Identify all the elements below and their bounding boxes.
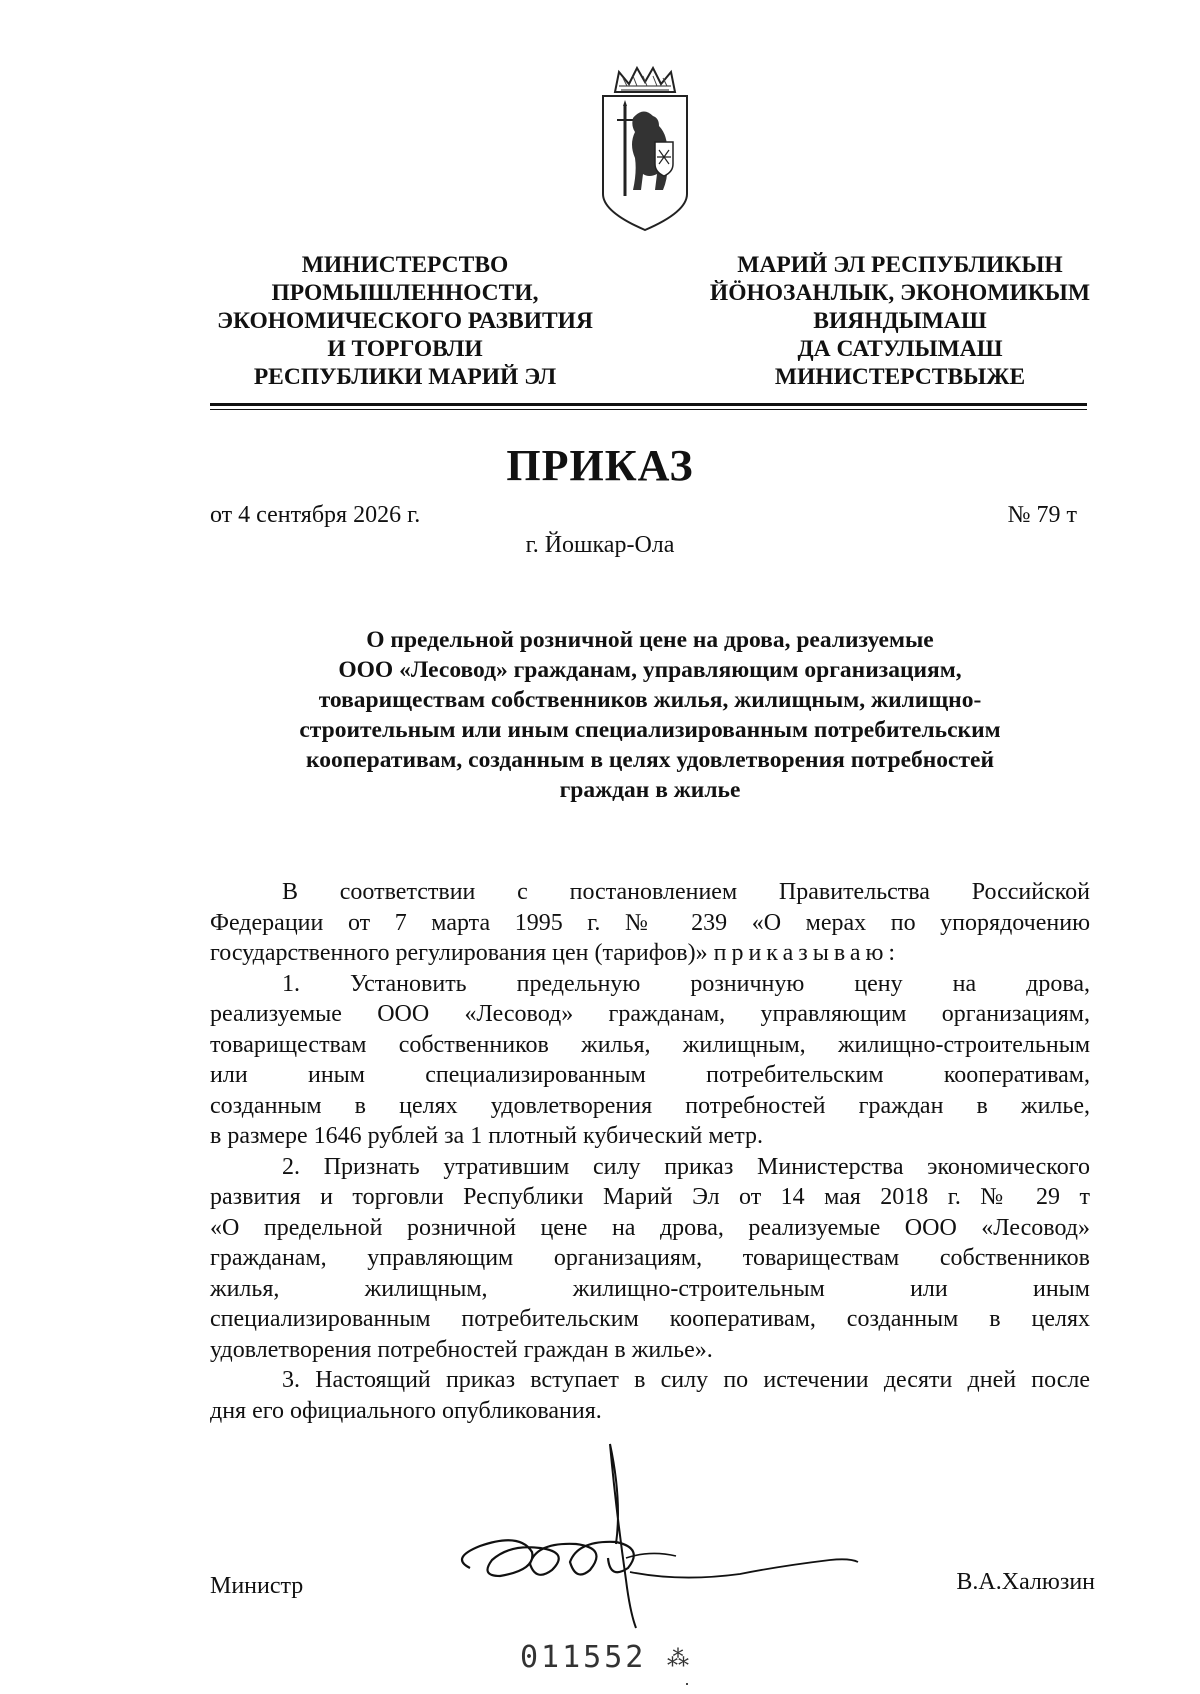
subject-line: О предельной розничной цене на дрова, реализуемые bbox=[366, 627, 934, 653]
body-line: в размере 1646 рублей за 1 плотный кубический метр. bbox=[210, 1123, 764, 1149]
body-line: дня его официального опубликования. bbox=[210, 1397, 602, 1424]
document-body bbox=[210, 877, 1090, 1426]
stamp-mark: ⁂ bbox=[667, 1646, 689, 1671]
body-line: жилья, жилищным, жилищно-строительным или иным bbox=[210, 1275, 1090, 1302]
header-right-line: МАРИЙ ЭЛ РЕСПУБЛИКЫН bbox=[737, 252, 1063, 278]
header-left-line: ПРОМЫШЛЕННОСТИ, bbox=[271, 280, 539, 306]
document-title: ПРИКАЗ bbox=[506, 441, 694, 490]
order-verb: приказываю: bbox=[713, 940, 901, 966]
subject-line: товариществам собственников жилья, жилищным, жилищно- bbox=[318, 687, 982, 713]
document-number: № 79 т bbox=[1007, 502, 1077, 528]
body-line: специализированным потребительским кооперативам, созданным в целях bbox=[210, 1306, 1090, 1332]
header-left-line: РЕСПУБЛИКИ МАРИЙ ЭЛ bbox=[253, 364, 557, 390]
header-left-line: И ТОРГОВЛИ bbox=[327, 336, 483, 362]
handwritten-signature bbox=[440, 1440, 900, 1630]
body-line: 1. Установить предельную розничную цену на дрова, bbox=[282, 970, 1090, 997]
header-right-line: ЙÖНОЗАНЛЫК, ЭКОНОМИКЫМ bbox=[709, 280, 1091, 306]
header-divider-thin bbox=[210, 409, 1087, 410]
header-left-line: МИНИСТЕРСТВО bbox=[301, 252, 509, 278]
body-line: «О предельной розничной цене на дрова, реализуемые ООО «Лесовод» bbox=[210, 1214, 1090, 1241]
body-line: товариществам собственников жилья, жилищным, жилищно-строительным bbox=[210, 1031, 1090, 1058]
subject-line: строительным или иным специализированным потребительским bbox=[299, 717, 1001, 743]
body-line: удовлетворения потребностей граждан в жилье». bbox=[210, 1336, 713, 1363]
signer-position: Министр bbox=[210, 1573, 304, 1599]
document-date: от 4 сентября 2026 г. bbox=[210, 502, 421, 528]
body-line bbox=[210, 938, 1090, 969]
subject-line: кооперативам, созданным в целях удовлетворения потребностей bbox=[305, 747, 994, 773]
body-line: развития и торговли Республики Марий Эл от 14 мая 2018 г. № 29 т bbox=[210, 1184, 1090, 1210]
scan-dot bbox=[686, 1683, 688, 1685]
body-line: 2. Признать утратившим силу приказ Министерства экономического bbox=[282, 1153, 1090, 1180]
signer-name: В.А.Халюзин bbox=[956, 1569, 1095, 1595]
header-divider-thick bbox=[210, 403, 1087, 406]
ministry-name-mari bbox=[690, 251, 1110, 391]
body-line-text: государственного регулирования цен (тарифов)» bbox=[210, 940, 714, 966]
body-line: гражданам, управляющим организациям, товариществам собственников bbox=[210, 1245, 1090, 1271]
header-left-line: ЭКОНОМИЧЕСКОГО РАЗВИТИЯ bbox=[217, 308, 593, 334]
body-line: 3. Настоящий приказ вступает в силу по истечении десяти дней после bbox=[282, 1367, 1090, 1393]
body-line: созданным в целях удовлетворения потребностей граждан в жилье, bbox=[210, 1092, 1090, 1119]
body-line: В соответствии с постановлением Правительства Российской bbox=[282, 879, 1090, 905]
header-right-line: ДА САТУЛЫМАШ bbox=[797, 336, 1003, 362]
ministry-name-russian bbox=[185, 251, 625, 391]
coat-of-arms-emblem bbox=[597, 66, 693, 234]
header-right-line: ВИЯНДЫМАШ bbox=[813, 308, 987, 334]
body-line: Федерации от 7 марта 1995 г. № 239 «О мерах по упорядочению bbox=[210, 909, 1090, 936]
document-subject bbox=[200, 625, 1100, 805]
document-city: г. Йошкар-Ола bbox=[525, 532, 675, 558]
subject-line: ООО «Лесовод» гражданам, управляющим организациям, bbox=[338, 657, 962, 683]
registration-number: 011552 bbox=[520, 1640, 647, 1675]
body-line: реализуемые ООО «Лесовод» гражданам, управляющим организациям, bbox=[210, 1001, 1090, 1027]
subject-line: граждан в жилье bbox=[559, 777, 741, 803]
body-line: или иным специализированным потребительским кооперативам, bbox=[210, 1062, 1090, 1088]
header-right-line: МИНИСТЕРСТВЫЖЕ bbox=[774, 364, 1026, 390]
